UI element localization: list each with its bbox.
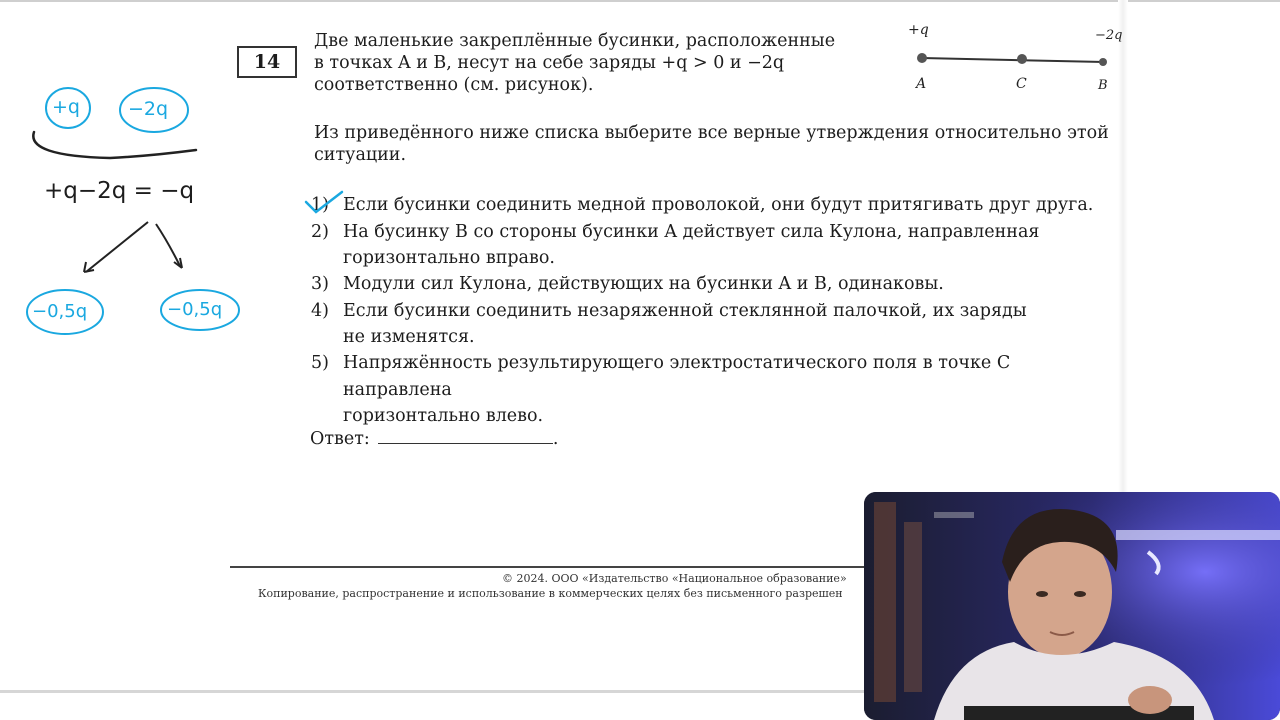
lead-line: Из приведённого ниже списка выберите все верные утверждения относительно этой	[314, 123, 1109, 143]
option-item	[311, 192, 1116, 219]
point-c-label: C	[1016, 76, 1027, 92]
note-charge-1: +q	[52, 96, 80, 118]
check-mark-icon	[302, 188, 346, 218]
point-b-label: B	[1098, 78, 1108, 93]
option-text: Если бусинки соединить медной проволокой, они будут притягивать друг друга.	[343, 195, 1094, 215]
options-list	[311, 192, 1116, 429]
note-equation: +q−2q = −q	[44, 178, 195, 204]
point-a-label: A	[916, 76, 927, 92]
option-number: 2)	[311, 222, 329, 242]
note-result-left: −0,5q	[32, 301, 88, 322]
option-item	[311, 219, 1116, 271]
answer-field[interactable]	[378, 425, 553, 444]
answer-label: Ответ:	[310, 429, 370, 449]
bead-a	[917, 53, 927, 63]
top-divider	[0, 0, 1280, 2]
option-text-cont: горизонтально вправо.	[343, 248, 555, 268]
option-number: 3)	[311, 274, 329, 294]
answer-row	[310, 425, 558, 449]
bead-b	[1099, 58, 1107, 66]
note-charge-2: −2q	[128, 98, 169, 120]
option-item	[311, 298, 1116, 350]
intro-line: Две маленькие закреплённые бусинки, расположенные	[314, 31, 836, 51]
option-item	[311, 271, 1116, 298]
option-number: 4)	[311, 301, 329, 321]
answer-period: .	[552, 429, 559, 449]
option-number: 5)	[311, 353, 329, 373]
option-text: Если бусинки соединить незаряженной стеклянной палочкой, их заряды	[343, 301, 1027, 321]
footer-notice: Копирование, распространение и использование в коммерческих целях без письменного разрешен	[258, 587, 843, 600]
note-result-right: −0,5q	[167, 299, 223, 320]
charge-b-label: −2q	[1095, 28, 1123, 43]
webcam-overlay	[864, 492, 1280, 720]
question-number: 14	[237, 46, 297, 78]
option-text: На бусинку B со стороны бусинки A действует сила Кулона, направленная	[343, 222, 1040, 242]
question-intro	[314, 30, 874, 96]
charge-a-label: +q	[908, 22, 929, 38]
option-text-cont: горизонтально влево.	[343, 406, 544, 426]
option-text: Модули сил Кулона, действующих на бусинки A и B, одинаковы.	[343, 274, 944, 294]
option-item	[311, 350, 1116, 429]
intro-line: соответственно (см. рисунок).	[314, 75, 594, 95]
beads-figure	[900, 20, 1130, 110]
point-c-dot	[1017, 54, 1027, 64]
question-lead	[314, 122, 1114, 166]
option-number: 1)	[311, 195, 329, 215]
presenter-video	[864, 492, 1280, 720]
footer-copyright: © 2024. ООО «Издательство «Национальное образование»	[502, 572, 847, 585]
lead-line: ситуации.	[314, 145, 407, 165]
option-text-cont: не изменятся.	[343, 327, 475, 347]
intro-line: в точках A и B, несут на себе заряды +q > 0 и −2q	[314, 53, 785, 73]
option-text: Напряжённость результирующего электростатического поля в точке C направлена	[343, 353, 1011, 400]
footer-rule	[230, 566, 870, 568]
handwritten-notes	[0, 60, 300, 380]
